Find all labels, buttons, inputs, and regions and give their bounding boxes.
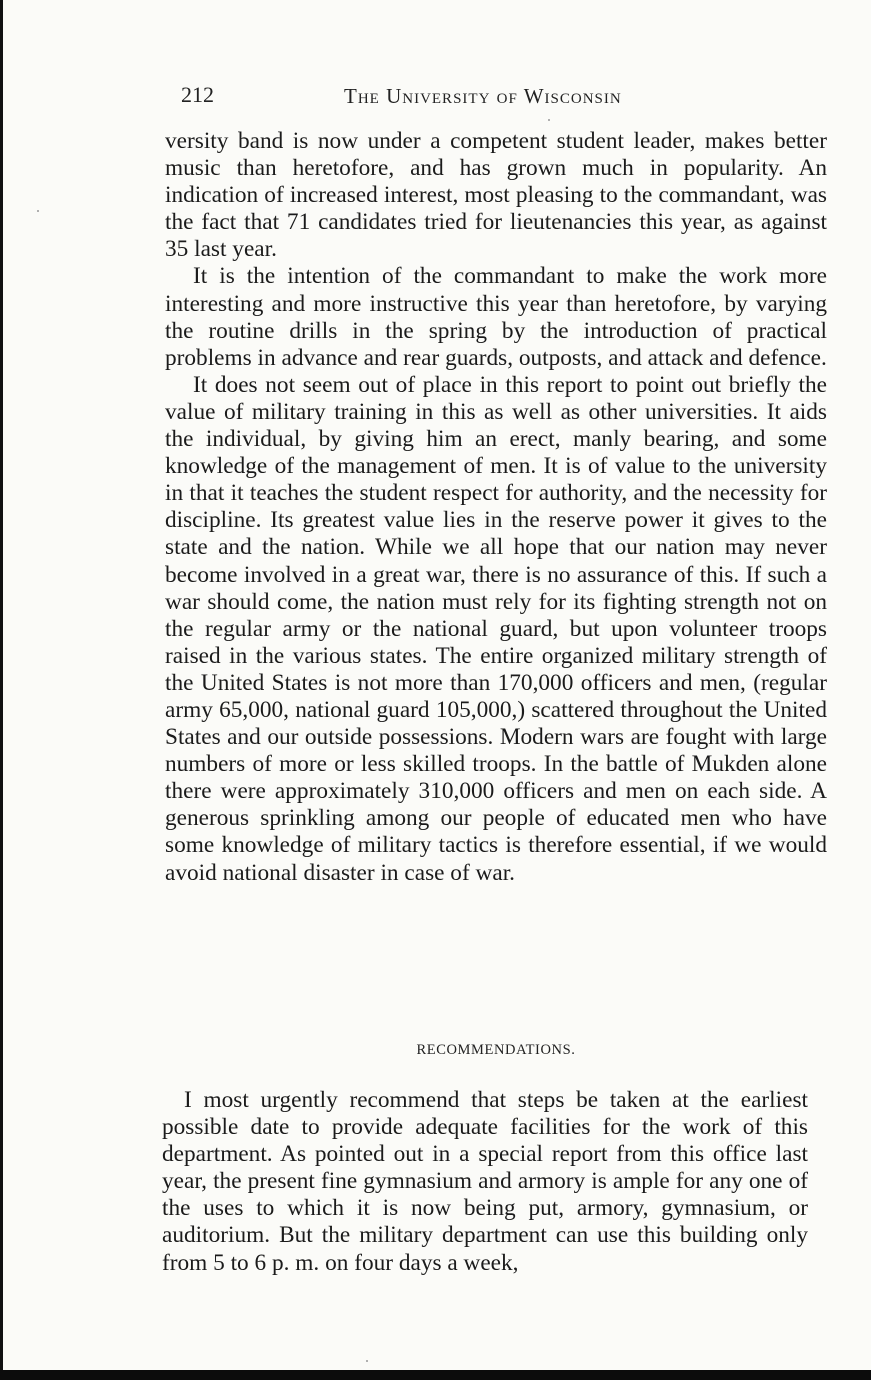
- paragraph-2: It is the intention of the commandant to make the work more interesting and more instructive this year than heretofore, by varying the routine drills in the spring by the introduction of practical problems in advance and rear guards, outposts, and attack and defence.: [165, 263, 827, 371]
- section-heading: RECOMMENDATIONS.: [416, 1042, 576, 1058]
- paragraph-1: versity band is now under a competent student leader, makes better music than heretofore, and has grown much in popularity. An indication of increased interest, most pleasing to the commandant, was the fact that 71 candidates tried for lieutenancies this year, as against 35 last year.: [165, 128, 827, 263]
- scan-speck: [37, 210, 39, 212]
- page-bottom-edge: [0, 1370, 871, 1380]
- paragraph-3: It does not seem out of place in this report to point out briefly the value of military training in this as well as other universities. It aids the individual, by giving him an erect, manly bearing, and some knowledge of the management of men. It is of value to the university in that it teaches the student respect for authority, and the necessity for discipline. Its greatest value lies in the reserve power it gives to the state and the nation. While we all hope that our nation may never become involved in a great war, there is no assurance of this. If such a war should come, the nation must rely for its fighting strength not on the regular army or the national guard, but upon volunteer troops raised in the various states. The entire organized military strength of the United States is not more than 170,000 officers and men, (regular army 65,000, national guard 105,000,) scattered throughout the United States and our outside possessions. Modern wars are fought with large numbers of more or less skilled troops. In the battle of Mukden alone there were approximately 310,000 officers and men on each side. A generous sprinkling among our people of educated men who have some knowledge of military tactics is therefore essential, if we would avoid national disaster in case of war.: [165, 371, 827, 886]
- scan-speck: [366, 1360, 368, 1362]
- page-number: 212: [181, 82, 214, 107]
- scan-speck: [548, 119, 550, 121]
- body-text: [165, 128, 827, 887]
- recommendations-text: [162, 1087, 808, 1277]
- page-header: [181, 78, 827, 118]
- paragraph-recommendations: I most urgently recommend that steps be taken at the earliest possible date to provide adequate facilities for the work of this department. As pointed out in a special report from this office last year, the present fine gymnasium and armory is ample for any one of the uses to which it is now being put, armory, gymnasium, or auditorium. But the military department can use this building only from 5 to 6 p. m. on four days a week,: [162, 1087, 808, 1276]
- running-title: The University of Wisconsin: [344, 84, 622, 108]
- page-left-edge: [0, 0, 3, 1380]
